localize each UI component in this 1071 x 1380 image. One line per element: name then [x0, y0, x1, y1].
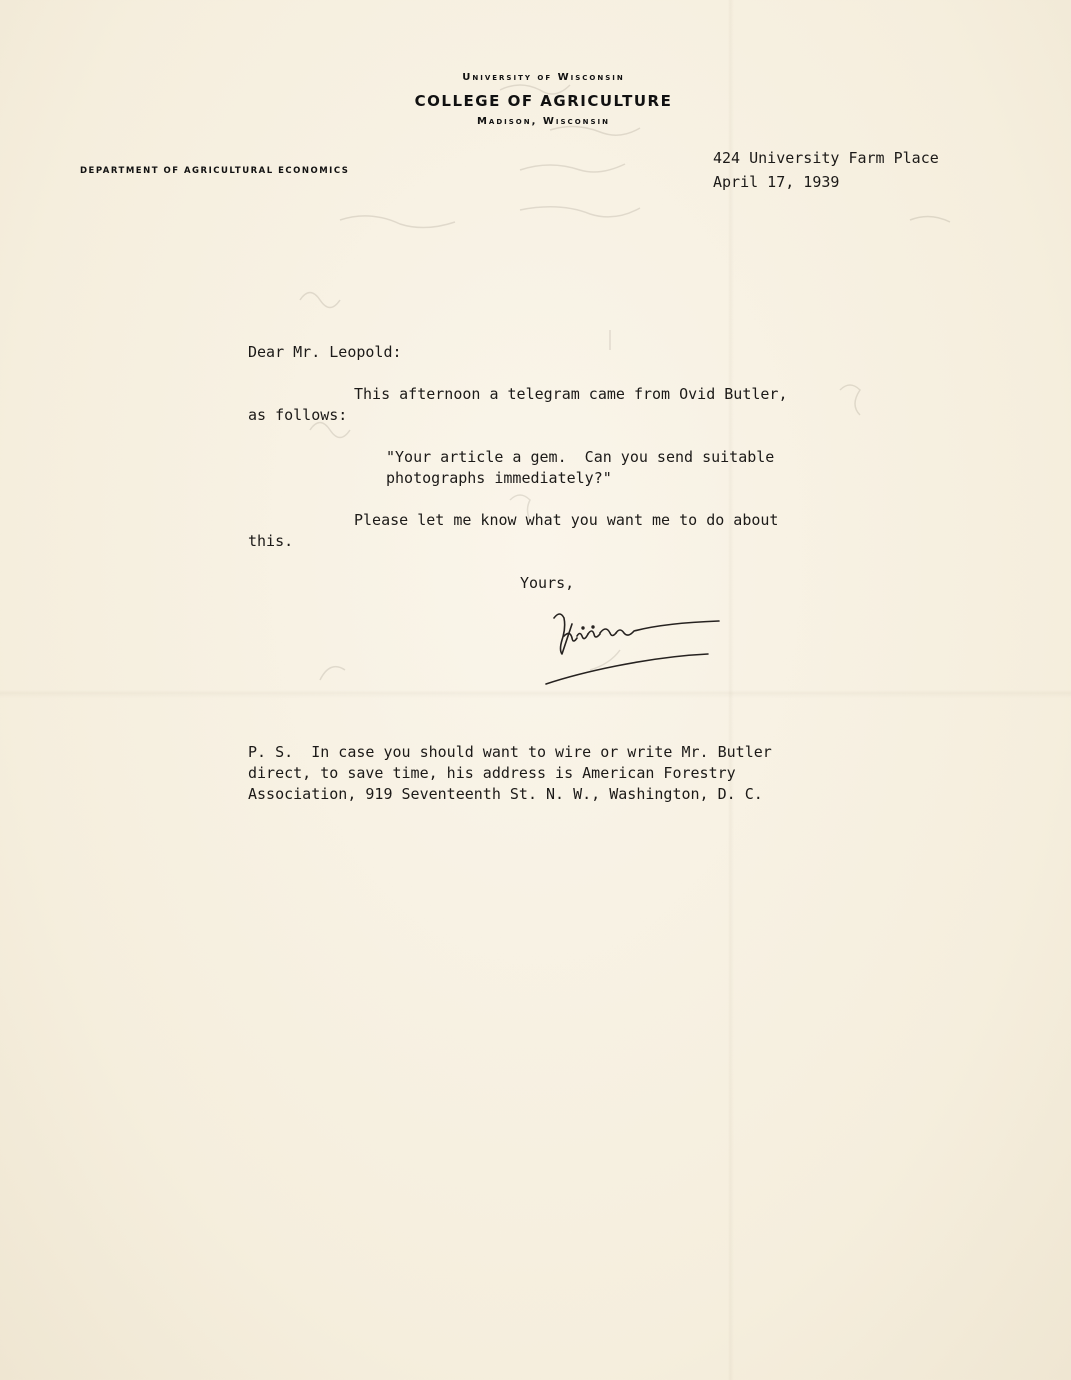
letterhead-city: Madison, Wisconsin [476, 116, 611, 127]
postscript-line-3: Association, 919 Seventeenth St. N. W., Washington, D. C. [248, 785, 763, 803]
salutation: Dear Mr. Leopold: [248, 343, 402, 361]
sender-address: 424 University Farm Place [713, 149, 939, 167]
body-paragraph-1-line-1: This afternoon a telegram came from Ovid Butler, [354, 385, 788, 403]
letterhead-department: DEPARTMENT OF AGRICULTURAL ECONOMICS [80, 166, 350, 176]
handwritten-signature [540, 600, 730, 690]
body-paragraph-2-line-2: this. [248, 532, 294, 550]
telegram-quote-line-1: "Your article a gem. Can you send suitable [386, 448, 775, 466]
body-paragraph-2-line-1: Please let me know what you want me to do about [354, 511, 779, 529]
letter-date: April 17, 1939 [713, 173, 840, 191]
letterhead-college: COLLEGE OF AGRICULTURE [414, 92, 673, 110]
body-paragraph-1-line-2: as follows: [248, 406, 348, 424]
telegram-quote-line-2: photographs immediately?" [386, 469, 612, 487]
postscript-line-2: direct, to save time, his address is American Forestry [248, 764, 736, 782]
postscript-line-1: P. S. In case you should want to wire or write Mr. Butler [248, 743, 772, 761]
closing: Yours, [520, 574, 575, 592]
letterhead-university: University of Wisconsin [462, 72, 625, 83]
